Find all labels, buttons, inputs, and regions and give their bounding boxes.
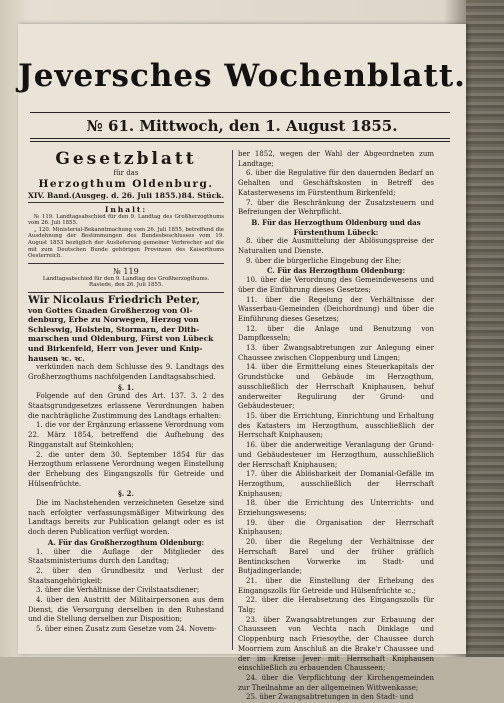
gesetzblatt-band-line <box>28 191 224 203</box>
proclamation-block <box>28 296 224 363</box>
proclamation-line: marschen und Oldenburg, Fürst von Lübeck <box>28 334 214 344</box>
right-item: 7. über die Beschränkung der Zusatzsteuern und Befreiungen der Wehrpflicht. <box>238 198 434 217</box>
section-heading: §. 1. <box>118 382 134 392</box>
right-item: 19. über die Organisation der Herrschaft Kniphausen; <box>238 518 434 537</box>
right-item: 12. über die Anlage und Benutzung von Dampfkesseln; <box>238 324 434 343</box>
right-item: 15. über die Errichtung, Einrichtung und Erhaltung des Katasters im Herzogthum, ausschließlich der Herrschaft Kniphausen; <box>238 411 434 440</box>
right-item: 17. über die Ablösbarkeit der Domanial-Gefälle im Herzogthum, ausschließlich der Herrschaft Kniphausen; <box>238 470 434 498</box>
right-item: 14. über die Ermittelung eines Steuerkapitals der Grundstücke und Gebäude im Herzogthum, ausschließlich der Herrschaft Kniphausen, behuf anderweiter Regulirung der Grund- und Gebäudesteuer; <box>238 363 434 411</box>
right-item: 16. über die anderweitige Veranlagung der Grund- und Gebäudesteuer im Herzogthum, ausschließlich der Herrschaft Kniphausen; <box>238 441 434 469</box>
section-heading: A. Für das Großherzogthum Oldenburg: <box>47 537 205 547</box>
no119-line-2: Rastede, den 26. Juli 1855. <box>89 282 163 289</box>
no119-label: № 119 <box>113 266 139 276</box>
right-item: 21. über die Einstellung der Erhebung des Eingangszolls für Getreide und Hülsenfrüchte ꝛc.; <box>238 576 434 595</box>
inhalt-rule <box>28 263 224 264</box>
section-text: Die im Nachstehenden verzeichneten Gesetze sind nach erfolgter verfassungsmäßiger Mitwirkung des Landtags bereits zur Publication gelangt oder es ist doch deren Publication verfügt worden. <box>28 499 224 537</box>
gesetzblatt-date: (Ausgeg. d. 26. Juli 1855.) <box>71 191 182 200</box>
right-item: 11. über die Regelung der Verhältnisse der Wasserbau-Gemeinden (Deichordnung) und über die Einführung dieses Gesetzes; <box>238 295 434 323</box>
gesetzblatt-band: XIV. Band. <box>28 191 72 200</box>
left-column <box>28 150 224 635</box>
proclamation-line: und Birkenfeld, Herr von Jever und Knip- <box>28 344 203 354</box>
masthead-title: Jeversches Wochenblatt. <box>18 58 466 94</box>
section-text: 3. über die Verhältnisse der Civilstaatsdiener; <box>36 586 200 595</box>
section-text: 1. über die Auflage der Mitglieder des Staatsministeriums durch den Landtag; <box>28 547 224 566</box>
proclamation-name: Wir Nicolaus Friedrich Peter, <box>28 294 201 307</box>
right-item: 9. über die bürgerliche Eingebung der Ehe; <box>246 256 402 265</box>
right-item: 6. über die Regulative für den dauernden Bedarf an Gehalten und Geschäftskosten in Betreff des Katasterwesens im Fürstenthum Birkenfeld; <box>238 169 434 197</box>
section-text: 1. die vor der Ergänzung erlassene Verordnung vom 22. März 1854, betreffend die Aufhebung des Ringganstalt auf Steinkohlen; <box>28 421 224 449</box>
right-column <box>238 150 434 703</box>
section-text: 2. die unter dem 30. September 1854 für das Herzogthum erlassene Verordnung wegen Einstellung der Erhebung des Eingangszolls für Getreide und Hülsenfrüchte. <box>28 450 224 488</box>
gesetzblatt-land: Herzogthum Oldenburg. <box>38 178 214 190</box>
no119-rule <box>28 292 224 293</box>
right-item: 25. über Zwangsabtretungen in den Stadt- und <box>246 693 414 702</box>
section-text: 4. über den Austritt der Militairpersonen aus dem Dienst, die Versorgung derselben in den Ruhestand und die Stellung derselben zur Disposition; <box>28 596 224 624</box>
masthead-rule-top <box>30 112 450 113</box>
right-item: ber 1852, wegen der Wahl der Abgeordneten zum Landtage; <box>238 150 434 168</box>
book-spine <box>466 0 504 657</box>
right-item: 23. über Zwangsabtretungen zur Erbauung der Chausseen von Vechta nach Dinklage und Cloppenburg nach Friesoythe, der Chaussee durch Moorriem zum Anschluß an die Brake'r Chaussee und der im Kreise Jever mit Herrschaft Kniphausen einschließlich zu erbauenden Chausseen; <box>238 615 434 673</box>
gesetzblatt-fuer-das: für das <box>113 169 139 177</box>
proclamation-text: verkünden nach dem Schlusse des 9. Landtags des Großherzogthums nachfolgenden Landtagsabschied. <box>28 363 224 381</box>
proclamation-line: von Gottes Gnaden Großherzog von Ol- <box>28 305 193 315</box>
right-item: 10. über die Verordnung des Gemeindewesens und über die Einführung dieses Gesetzes; <box>238 276 434 294</box>
inhalt-item-119: № 119. Landtagsabschied für den 9. Landtag des Großherzogthums vom 26. Juli 1855. <box>28 213 224 227</box>
masthead-rule-bottom <box>30 138 450 139</box>
column-divider <box>232 150 233 650</box>
proclamation-line: hausen ꝛc. ꝛc. <box>28 353 85 363</box>
proclamation-line: Schleswig, Holstein, Stormarn, der Dith- <box>28 324 200 334</box>
right-item: 20. über die Regelung der Verhältnisse der Herrschaft Barel und der früher gräflich Bentinckschen Vorwerke im Stadt- und Butjadingerlande; <box>238 538 434 576</box>
section-text: Folgende auf den Grund des Art. 137. 3. 2 des Staatsgrundgesetzes erlassene Verordnungen haben die nachträgliche Zustimmung des Landtags erhalten: <box>28 392 224 420</box>
proclamation-line: denburg, Erbe zu Norwegen, Herzog von <box>28 315 199 325</box>
gesetzblatt-title: Gesetzblatt <box>55 149 197 169</box>
right-item: 18. über die Errichtung des Unterrichts- und Erziehungswesens; <box>238 499 434 518</box>
right-heading: B. Für das Herzogthum Oldenburg und das Fürstenthum Lübeck: <box>251 217 421 237</box>
section-text: 2. über den Grundbesitz und Verlust der Staatsangehörigkeit; <box>28 566 224 585</box>
masthead-rule-bottom-2 <box>30 141 450 142</box>
inhalt-item-120: „ 120. Ministerial-Bekanntmachung vom 26. Juli 1855, betreffend die Ausdehnung der Bestimmungen des Bundesbeschlusses vom 19. August 1853 bezüglich der Auslieferung gemeiner Verbrecher auf die mit zum Deutschen Bunde gehörigen Provinzen des Kaiserthums Oesterreich. <box>28 226 224 260</box>
right-item: 8. über die Ausmittelung der Ablösungspreise der Naturalien und Dienste. <box>238 237 434 256</box>
gesetzblatt-stueck: 84. Stück. <box>181 191 224 200</box>
right-item: 24. über die Verpflichtung der Kirchengemeinden zur Theilnahme an der allgemeinen Wittwenkasse; <box>238 673 434 692</box>
right-item: 22. über die Herabsetzung des Eingangszolls für Talg; <box>238 596 434 615</box>
section-text: 5. über einen Zusatz zum Gesetze vom 24. Novem- <box>36 625 217 634</box>
right-item: 13. über Zwangsabtretungen zur Anlegung einer Chaussee zwischen Cloppenburg und Lingen; <box>238 344 434 362</box>
inhalt-label: Inhalt: <box>104 204 148 214</box>
section-heading: §. 2. <box>118 489 134 499</box>
issue-line: № 61. Mittwoch, den 1. August 1855. <box>86 117 398 135</box>
right-heading: C. Für das Herzogthum Oldenburg: <box>266 266 406 276</box>
newspaper-page <box>18 24 466 702</box>
no119-line-1: Landtagsabschied für den 9. Landtag des Großherzogthums. <box>42 275 210 282</box>
